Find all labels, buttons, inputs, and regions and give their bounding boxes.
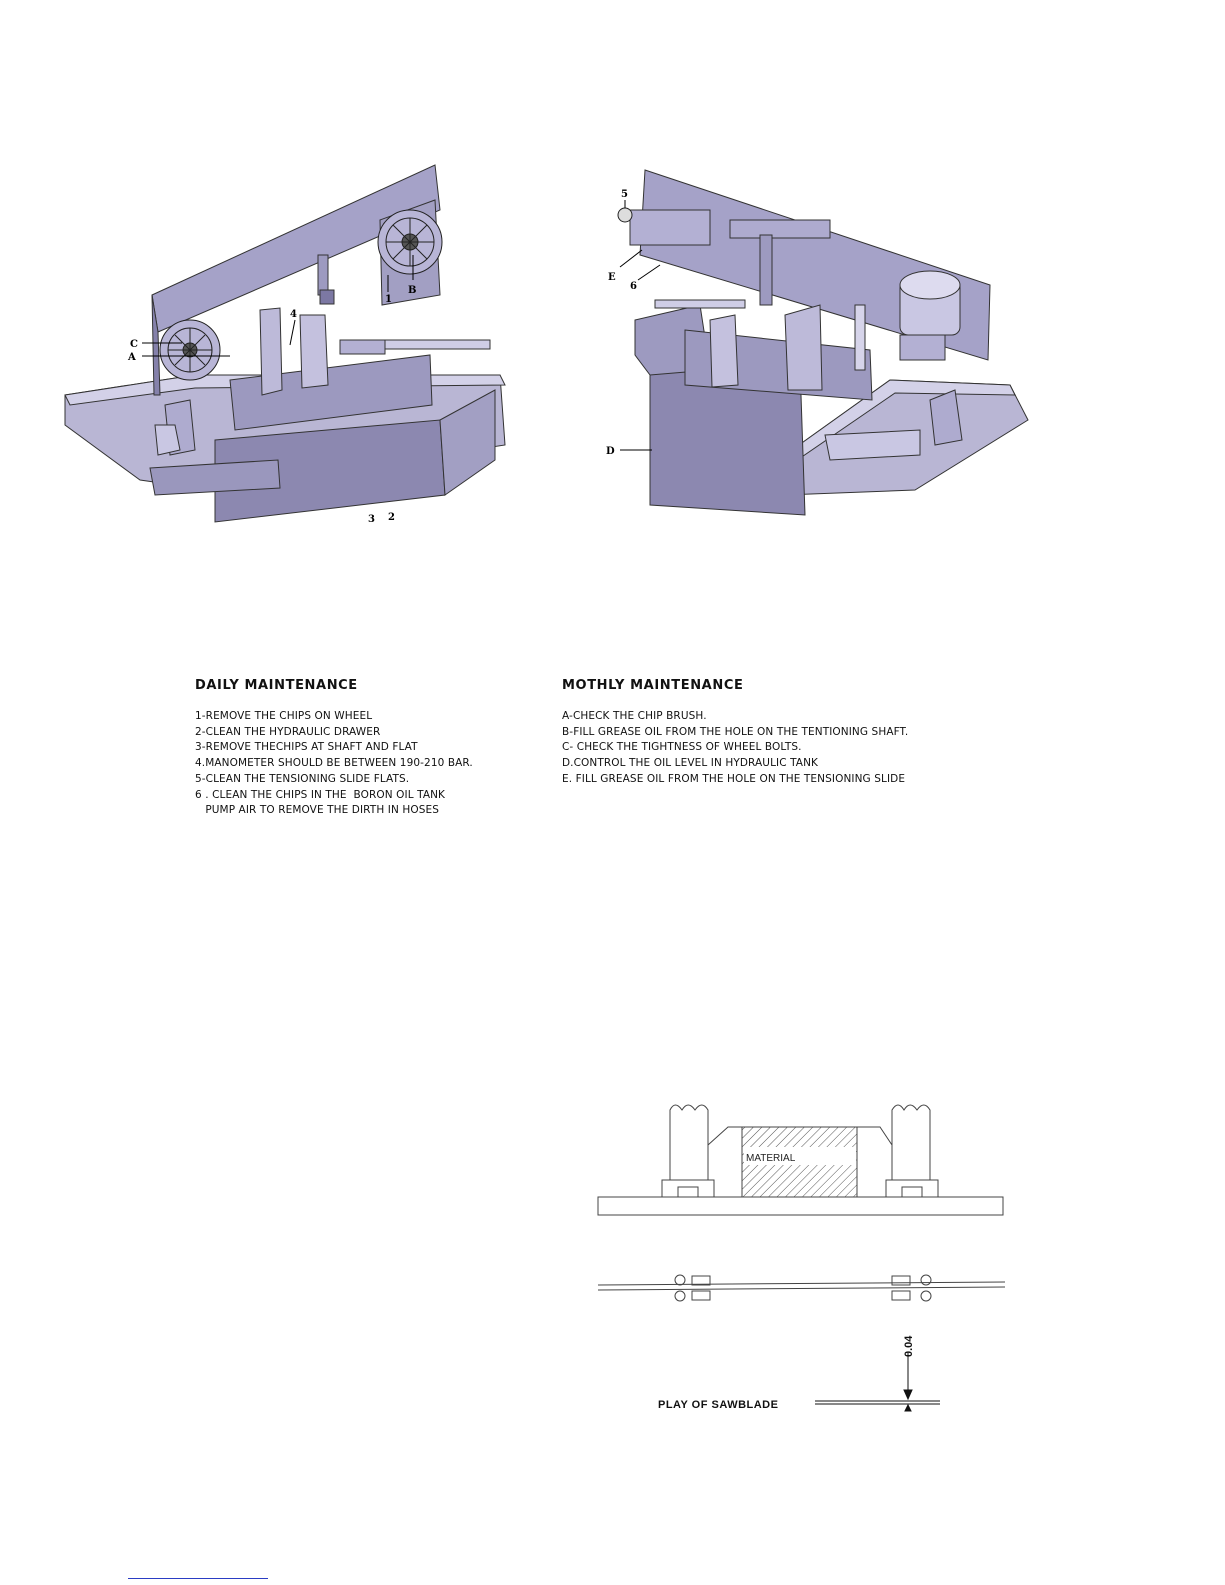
monthly-item: B-FILL GREASE OIL FROM THE HOLE ON THE TENTIONING SHAFT. <box>562 725 909 738</box>
daily-item: 5-CLEAN THE TENSIONING SLIDE FLATS. <box>195 772 410 785</box>
callout-6: 6 <box>630 281 637 292</box>
daily-item: 2-CLEAN THE HYDRAULIC DRAWER <box>195 725 381 738</box>
callout-e: E <box>608 272 616 283</box>
material-label: MATERIAL <box>746 1153 796 1164</box>
footnote-separator <box>128 1578 268 1579</box>
callout-3: 3 <box>368 514 375 525</box>
tolerance-value: 0.04 <box>903 1335 915 1357</box>
daily-maintenance-title: DAILY MAINTENANCE <box>195 678 358 693</box>
monthly-item: A-CHECK THE CHIP BRUSH. <box>562 710 707 722</box>
monthly-item: C- CHECK THE TIGHTNESS OF WHEEL BOLTS. <box>562 741 802 754</box>
monthly-item: D.CONTROL THE OIL LEVEL IN HYDRAULIC TANK <box>562 757 819 770</box>
callout-c: C <box>130 339 138 350</box>
monthly-maintenance-section <box>562 678 908 788</box>
callout-1: 1 <box>385 294 392 305</box>
daily-item: 3-REMOVE THECHIPS AT SHAFT AND FLAT <box>195 741 418 754</box>
sawblade-play-diagram <box>590 1095 1020 1425</box>
callout-b: B <box>408 285 417 296</box>
daily-item: PUMP AIR TO REMOVE THE DIRTH IN HOSES <box>195 804 439 817</box>
left-machine-illustration <box>50 150 570 540</box>
callout-5: 5 <box>621 189 628 200</box>
callout-2: 2 <box>388 512 395 523</box>
monthly-item: E. FILL GREASE OIL FROM THE HOLE ON THE TENSIONING SLIDE <box>562 772 906 785</box>
daily-maintenance-section <box>195 678 473 819</box>
daily-item: 4.MANOMETER SHOULD BE BETWEEN 190-210 BAR. <box>195 757 473 770</box>
play-of-sawblade-label: PLAY OF SAWBLADE <box>658 1399 779 1411</box>
callout-4: 4 <box>290 309 297 320</box>
monthly-maintenance-title: MOTHLY MAINTENANCE <box>562 678 744 693</box>
right-machine-illustration <box>590 155 1050 530</box>
callout-d: D <box>606 446 615 457</box>
daily-item: 1-REMOVE THE CHIPS ON WHEEL <box>195 710 373 722</box>
daily-item: 6 . CLEAN THE CHIPS IN THE BORON OIL TANK <box>195 788 446 801</box>
callout-a: A <box>128 352 136 363</box>
